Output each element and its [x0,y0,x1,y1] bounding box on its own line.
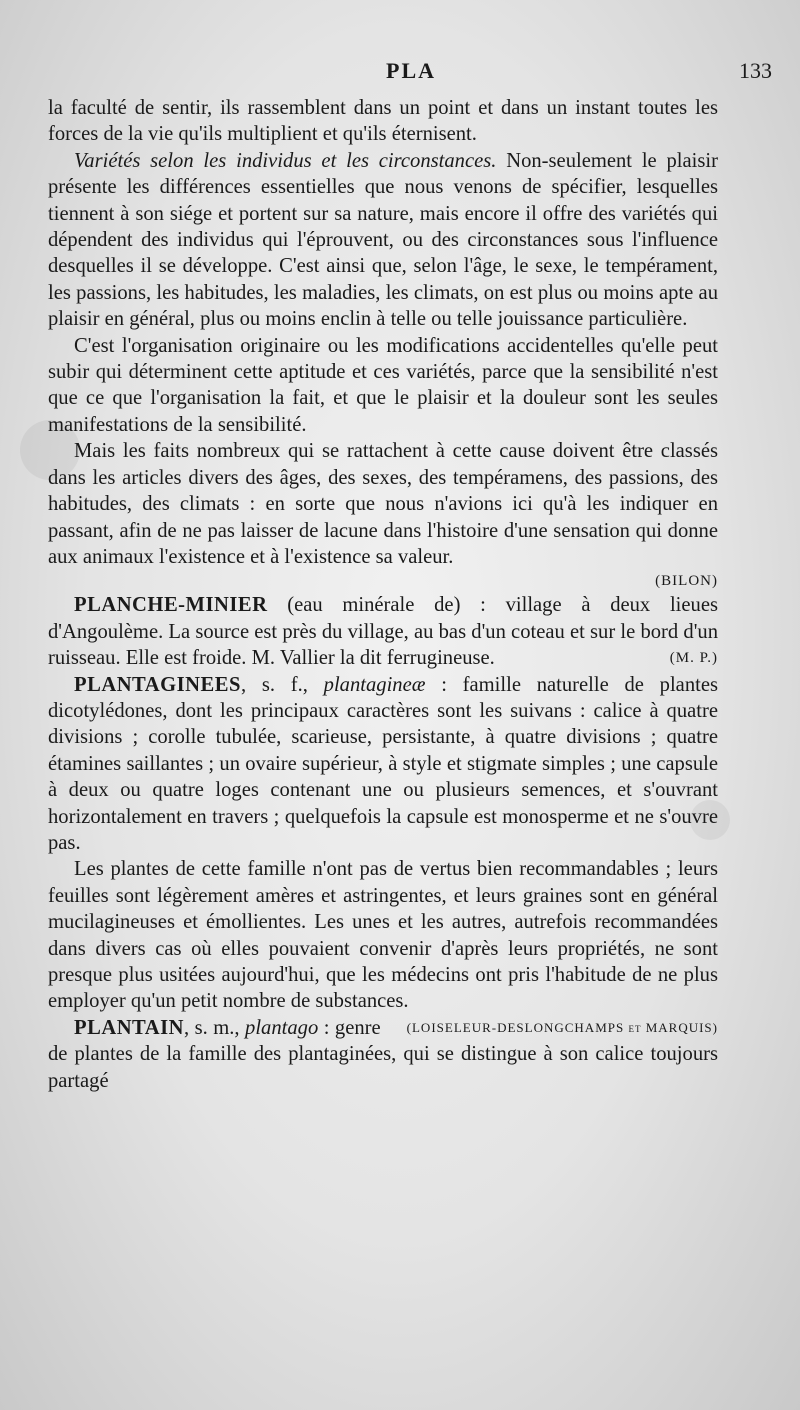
paragraph-text: Les plantes de cette famille n'ont pas de vertus bien recommandables ; leurs feuilles sont légèrement amères et astringentes, et leurs graines sont en général mucilagineuses et émollientes. Les unes et les autres, autrefois recommandées dans divers cas où elles pouvaient convenir d'après leurs propriétés, ne sont presque plus usitées aujourd'hui, que les médecins ont pris l'habitude de ne plus employer qu'un petit nombre de substances. [48,858,718,1013]
paragraph [48,148,718,333]
paragraph-text: Mais les faits nombreux qui se rattachent à cette cause doivent être classés dans les articles divers des âges, des sexes, des tempéramens, des passions, des habitudes, des climats : en sorte que nous n'avions ici qu'à les indiquer en passant, afin de ne pas laisser de lacune dans l'histoire d'une sensation qui donne aux animaux l'existence et à l'existence sa valeur. [48,440,718,568]
entry-latin: plantago [245,1016,319,1039]
paragraph-text: la faculté de sentir, ils rassemblent dans un point et dans un instant toutes les forces de la vie qu'ils multiplient et qu'ils éternisent. [48,97,718,146]
entry-grammar: , s. f., [240,673,324,696]
entry-text: (eau minérale de) : village à deux lieues d'Angoulème. La source est près du village, au bas d'un coteau et sur le bord d'un ruisseau. Elle est froide. M. Vallier la dit ferrugineuse. [48,594,718,670]
paragraph [48,438,718,570]
entry-text: : genre de plantes de la famille des plantaginées, qui se distingue à son calice toujours partagé [48,1016,718,1092]
body-text [48,95,718,1094]
entry [48,672,718,857]
paragraph-text: Non-seulement le plaisir présente les différences essentielles que nous venons de spécifier, lesquelles tiennent à son siége et portent sur sa nature, mais encore il offre des variétés qui dépendent des individus qui l'éprouvent, ou des circonstances sous l'influence desquelles il se développe. C'est ainsi que, selon l'âge, le sexe, le tempérament, les passions, les habitudes, les maladies, les climats, on est plus ou moins apte au plaisir en général, plus ou moins enclin à telle ou telle jouissance particulière. [48,149,718,331]
author-signature: (LOISELEUR-DESLONGCHAMPS et MARQUIS) [406,1019,718,1035]
entry-title: PLANTAGINEES [74,673,241,696]
paragraph [48,333,718,439]
paragraph [48,95,718,148]
running-head: PLA [386,58,436,83]
page-number: 133 [739,58,772,83]
entry-latin: plantagineæ [323,673,426,696]
entry-grammar: , s. m., [184,1016,246,1039]
author-signature: (M. P.) [669,650,718,667]
entry-text: : famille naturelle de plantes dicotylédones, dont les principaux caractères sont les suivans : calice à quatre divisions ; corolle tubulée, scarieuse, persistante, à quatre divisions ; quatre étamines saillantes ; un ovaire supérieur, à style et stigmate simples ; une capsule à deux ou quatre loges contenant une ou plusieurs semences, et s'ouvrant horizontalement en travers ; quelquefois la capsule est monosperme et ne s'ouvre pas. [48,673,718,854]
page-header [50,58,772,94]
entry [48,592,718,671]
author-signature: (BILON) [655,573,718,590]
section-heading: Variétés selon les individus et les circonstances. [74,149,497,172]
entry-title: PLANTAIN [74,1016,185,1039]
entry-title: PLANCHE-MINIER [74,594,268,617]
paragraph-text: C'est l'organisation originaire ou les modifications accidentelles qu'elle peut subir qui déterminent cette aptitude et ces variétés, parce que la sensibilité n'est que ce que l'organisation la fait, et que le plaisir et la douleur sont les seules manifestations de la sensibilité. [48,334,718,436]
